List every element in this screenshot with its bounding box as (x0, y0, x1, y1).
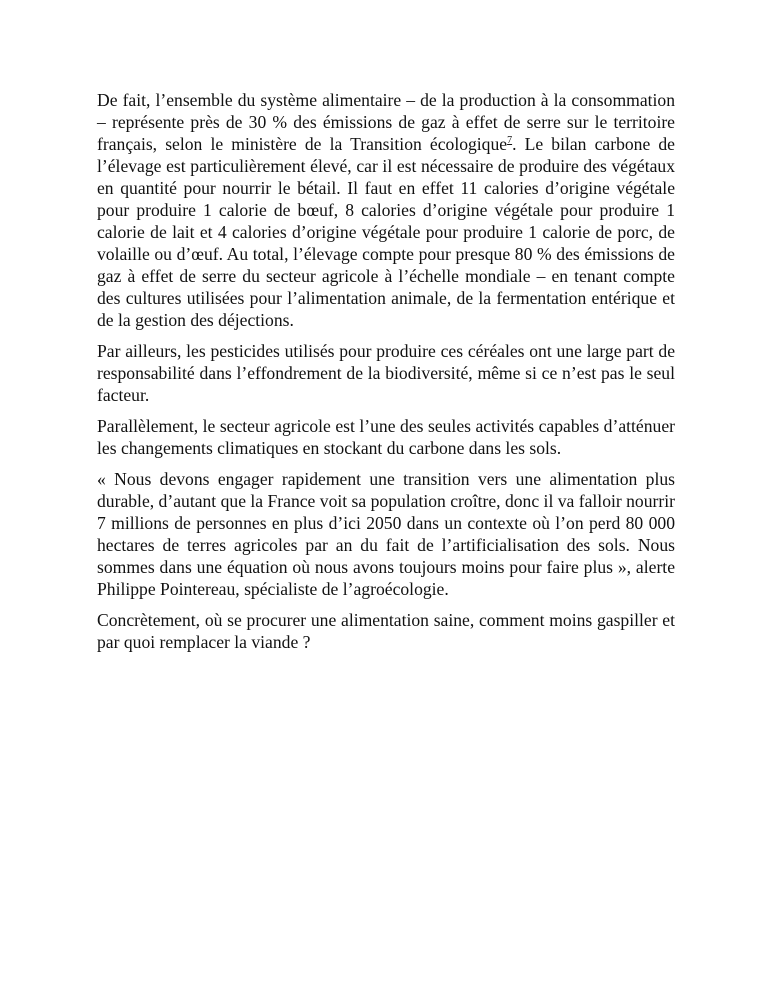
paragraph-text: . Le bilan carbone de l’élevage est particulièrement élevé, car il est nécessaire de produire des végétaux en quantité pour nourrir le bétail. Il faut en effet 11 calories d’origine végétale pour produire 1 calorie de bœuf, 8 calories d’origine végétale pour produire 1 calorie de lait et 4 calories d’origine végétale pour produire 1 calorie de porc, de volaille ou d’œuf. Au total, l’élevage compte pour presque 80 % des émissions de gaz à effet de serre du secteur agricole à l’échelle mondiale – en tenant compte des cultures utilisées pour l’alimentation animale, de la fermentation entérique et de la gestion des déjections. (97, 134, 675, 330)
paragraph-food-system-emissions (97, 89, 675, 331)
paragraph-carbon-storage: Parallèlement, le secteur agricole est l’une des seules activités capables d’atténuer les changements climatiques en stockant du carbone dans les sols. (97, 416, 675, 458)
paragraph-closing-question: Concrètement, où se procurer une alimentation saine, comment moins gaspiller et par quoi remplacer la viande ? (97, 610, 675, 652)
paragraph-text: De fait, l’ensemble du système alimentaire – de la production à la consommation – représente près de 30 % des émissions de gaz à effet de serre sur le territoire français, selon le ministère de la Transition écologique (97, 90, 675, 154)
paragraph-pesticides: Par ailleurs, les pesticides utilisés pour produire ces céréales ont une large part de responsabilité dans l’effondrement de la biodiversité, même si ce n’est pas le seul facteur. (97, 341, 675, 405)
paragraph-quote-pointereau: « Nous devons engager rapidement une transition vers une alimentation plus durable, d’autant que la France voit sa population croître, donc il va falloir nourrir 7 millions de personnes en plus d’ici 2050 dans un contexte où l’on perd 80 000 hectares de terres agricoles par an du fait de l’artificialisation des sols. Nous sommes dans une équation où nous avons toujours moins pour faire plus », alerte Philippe Pointereau, spécialiste de l’agroécologie. (97, 469, 675, 599)
footnote-link[interactable]: 7 (507, 135, 513, 147)
document-page (97, 89, 675, 662)
